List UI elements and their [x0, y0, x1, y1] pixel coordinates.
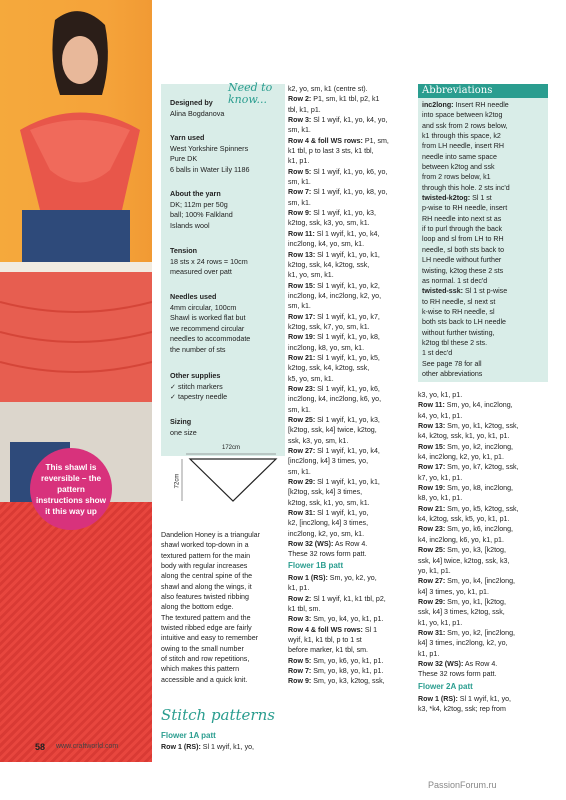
abbr-line: twisted-ssk: Sl 1 st p-wise [422, 287, 508, 296]
supplies-label: Other supplies [170, 371, 221, 380]
tension-line: 18 sts x 24 rows = 10cm [170, 256, 248, 266]
pattern-line: [inc2long, k4] 3 times, yo, [288, 457, 369, 466]
needles-line: Shawl is worked flat but [170, 313, 246, 322]
abbr-line: k2tog tbl these 2 sts. [422, 338, 488, 347]
pattern-line: Row 29: Sm, yo, k1, [k2tog, [418, 597, 506, 606]
about-label: About the yarn [170, 189, 221, 198]
intro-line: also features twisted ribbing [161, 593, 249, 602]
intro-text [161, 530, 260, 685]
abbr-line: through this hole. 2 sts inc'd [422, 183, 510, 192]
pattern-line: [k2tog, ssk, k4] twice, k2tog, [288, 426, 377, 435]
pattern-line: k3, *k4, k2tog, ssk; rep from [418, 705, 506, 714]
footer-url: www.craftworld.com [56, 743, 119, 750]
pattern-line: k5, yo, sm, k1. [288, 374, 334, 383]
abbr-line: twisted-k2tog: Sl 1 st [422, 194, 492, 203]
pattern-line: inc2long, k4, yo, sm, k1. [288, 240, 365, 249]
shawl-photo-column [0, 0, 152, 762]
yarn-info [170, 133, 280, 175]
pattern-column-2 [288, 84, 389, 560]
abbr-line: as normal. 1 st dec'd [422, 276, 488, 285]
pattern-line: Row 5: Sm, yo, k6, yo, k1, p1. [288, 656, 384, 665]
pattern-line: sm, k1. [288, 405, 311, 414]
about-line: DK; 112m per 50g [170, 199, 228, 209]
sizing-info [170, 417, 280, 438]
pattern-line: inc2long, k4, inc2long, k6, yo, [288, 395, 382, 404]
pattern-line: Row 11: Sl 1 wyif, k1, yo, k4, [288, 229, 380, 238]
yarn-line: Pure DK [170, 154, 198, 163]
needles-line: 4mm circular, 100cm [170, 302, 237, 312]
yarn-line: West Yorkshire Spinners [170, 143, 249, 153]
abbr-line: both sts back to LH needle [422, 318, 506, 327]
pattern-line: k2tog, ssk, k7, yo, sm, k1. [288, 322, 370, 331]
abbr-line: from LH needle, insert RH [422, 142, 505, 151]
intro-line: which makes this pattern [161, 665, 240, 674]
pattern-line: k2tog, ssk, k4, k2tog, ssk, [288, 260, 370, 269]
pattern-line: k2tog, ssk, k3, yo, sm, k1. [288, 219, 370, 228]
abbr-line: p-wise to RH needle, insert [422, 204, 508, 213]
pattern-line: sm, k1. [288, 178, 311, 187]
pattern-line: tbl, k1, p1. [288, 105, 321, 114]
abbr-line: other abbreviations [422, 369, 483, 378]
designer-name: Alina Bogdanova [170, 108, 225, 118]
abbr-line: LH needle without further [422, 256, 502, 265]
pattern-line: Row 11: Sm, yo, k4, inc2long, [418, 401, 513, 410]
abbr-line: and ssk from 2 rows below, [422, 121, 508, 130]
abbr-line: needle into same space [422, 152, 497, 161]
pattern-line: Row 1 (RS): Sm, yo, k2, yo, [288, 574, 377, 582]
model-figure [0, 0, 152, 262]
pattern-line: Row 31: Sl 1 wyif, k1, yo, [288, 509, 369, 518]
pattern-line: Row 1 (RS): Sl 1 wyif, k1, yo, [161, 743, 255, 751]
needles-line: needles to accommodate [170, 334, 251, 343]
intro-line: of stitch and row repetitions, [161, 655, 250, 664]
flower-2a-title: Flower 2A patt [418, 682, 473, 691]
model-photo [0, 0, 152, 262]
needles-line: we recommend circular [170, 323, 245, 333]
pattern-line: k7, yo, k1, p1. [418, 473, 463, 482]
watermark: PassionForum.ru [428, 780, 497, 790]
abbr-line: twisting, k2tog these 2 sts [422, 266, 504, 275]
tension-info [170, 246, 280, 278]
abbr-line: into space between k2tog [422, 111, 503, 120]
intro-line: textured pattern for the main [161, 551, 251, 560]
diagram-width-label: 172cm [222, 445, 241, 451]
pattern-line: ssk, k4] 3 times, k2tog, ssk, [418, 608, 505, 617]
supply-line: ✓ tapestry needle [170, 392, 228, 401]
pattern-line: k1, yo, k1, p1. [418, 618, 463, 627]
abbr-line: without further twisting, [422, 328, 495, 337]
pattern-line: Row 32 (WS): As Row 4. [288, 540, 368, 549]
flower-1a-row1 [161, 742, 254, 752]
pattern-line: k3, yo, k1, p1. [418, 391, 463, 399]
pattern-line: k4, k2tog, ssk, k5, yo, k1, p1. [418, 515, 510, 524]
pattern-line: k2, [inc2long, k4] 3 times, [288, 519, 369, 528]
pattern-line: k4, inc2long, k6, yo, k1, p1. [418, 535, 504, 544]
pattern-line: Row 2: Sl 1 wyif, k1, k1 tbl, p2, [288, 594, 386, 603]
reversible-badge: This shawl is reversible – the pattern instructions show it this way up [30, 448, 112, 530]
pattern-line: sm, k1. [288, 126, 311, 135]
intro-line: Dandelion Honey is a triangular [161, 531, 260, 539]
pattern-column-2b [288, 573, 386, 687]
intro-line: along the bottom edge. [161, 603, 234, 612]
pattern-line: k2tog, ssk, k1, yo, sm, k1. [288, 498, 370, 507]
pattern-line: Row 19: Sl 1 wyif, k1, yo, k8, [288, 333, 380, 342]
pattern-line: sm, k1. [288, 302, 311, 311]
supply-line: ✓ stitch markers [170, 381, 223, 391]
pattern-line: yo, k1, p1. [418, 566, 451, 575]
pattern-line: k4, yo, k1, p1. [418, 411, 463, 420]
pattern-line: Row 17: Sl 1 wyif, k1, yo, k7, [288, 312, 380, 321]
pattern-line: inc2long, k2, yo, sm, k1. [288, 529, 365, 538]
pattern-line: k1 tbl, sm. [288, 605, 321, 614]
pattern-line: Row 3: Sm, yo, k4, yo, k1, p1. [288, 615, 384, 624]
about-line: Islands wool [170, 220, 210, 230]
pattern-line: Row 7: Sl 1 wyif, k1, yo, k8, yo, [288, 188, 388, 197]
abbr-line: RH needle into next st as [422, 214, 502, 223]
pattern-line: Row 19: Sm, yo, k8, inc2long, [418, 484, 514, 493]
pattern-line: sm, k1. [288, 198, 311, 207]
yarn-label: Yarn used [170, 133, 205, 142]
pattern-line: Row 21: Sl 1 wyif, k1, yo, k5, [288, 353, 380, 362]
needles-line: the number of sts [170, 344, 226, 354]
pattern-line: k2tog, ssk, k4, k2tog, ssk, [288, 364, 370, 373]
about-yarn-info [170, 189, 280, 231]
pattern-line: Row 27: Sm, yo, k4, [inc2long, [418, 577, 515, 586]
stitch-patterns-title: Stitch patterns [161, 706, 275, 724]
pattern-line: Row 13: Sl 1 wyif, k1, yo, k1, [288, 250, 380, 259]
flower-1a-title: Flower 1A patt [161, 731, 216, 740]
pattern-line: inc2long, k8, yo, sm, k1. [288, 343, 365, 352]
abbr-line: if to purl through the back [422, 225, 503, 234]
intro-line: shawl worked top-down in a [161, 541, 249, 550]
abbr-line: from 2 rows below, k1 [422, 173, 491, 182]
abbr-line: loop and sl from LH to RH [422, 235, 504, 244]
pattern-line: k1, yo, sm, k1. [288, 271, 334, 280]
abbreviations-heading: Abbreviations [418, 84, 548, 98]
pattern-line: Row 17: Sm, yo, k7, k2tog, ssk, [418, 463, 519, 472]
pattern-line: k1, p1. [288, 584, 310, 593]
flower-1b-title: Flower 1B patt [288, 561, 344, 570]
intro-line: intuitive and easy to remember [161, 634, 258, 643]
pattern-column-3b [418, 694, 511, 715]
intro-line: along the central spine of the [161, 572, 253, 581]
intro-line: accessible and a quick knit. [161, 675, 248, 684]
pattern-line: Row 29: Sl 1 wyif, k1, yo, k1, [288, 478, 380, 487]
diagram-height-label: 72cm [174, 473, 181, 489]
pattern-line: k4] 3 times, yo, k1, p1. [418, 587, 489, 596]
texture-closeup-photo [0, 502, 152, 762]
pattern-line: k1 tbl, p to last 3 sts, k1 tbl, [288, 147, 374, 156]
pattern-line: Row 9: Sl 1 wyif, k1, yo, k3, [288, 209, 376, 218]
pattern-line: k4] 3 times, inc2long, k2, yo, [418, 639, 508, 648]
intro-line: shawl and along the wings, it [161, 582, 252, 591]
pattern-line: Row 4 & foll WS rows: Sl 1 [288, 625, 378, 634]
pattern-line: k2, yo, sm, k1 (centre st). [288, 85, 368, 93]
abbr-line: 1 st dec'd [422, 349, 453, 358]
pattern-line: k4, inc2long, k2, yo, k1, p1. [418, 453, 504, 462]
abbr-line: needle, sl both sts back to [422, 245, 505, 254]
pattern-line: Row 23: Sm, yo, k6, inc2long, [418, 525, 514, 534]
pattern-column-3 [418, 390, 519, 680]
pattern-line: Row 15: Sl 1 wyif, k1, yo, k2, [288, 281, 380, 290]
pattern-line: These 32 rows form patt. [418, 670, 497, 679]
pattern-line: ssk, k4] twice, k2tog, ssk, k3, [418, 556, 510, 565]
intro-line: body with regular increases [161, 562, 248, 571]
abbr-line: between k2tog and ssk [422, 163, 495, 172]
pattern-line: wyif, k1, k1 tbl, p to 1 st [288, 636, 362, 645]
pattern-line: Row 25: Sm, yo, k3, [k2tog, [418, 546, 506, 555]
abbr-line: inc2long: Insert RH needle [422, 101, 509, 109]
pattern-line: Row 32 (WS): As Row 4. [418, 659, 498, 668]
pattern-line: Row 1 (RS): Sl 1 wyif, k1, yo, [418, 695, 512, 703]
pattern-line: Row 3: Sl 1 wyif, k1, yo, k4, yo, [288, 116, 388, 125]
pattern-line: Row 25: Sl 1 wyif, k1, yo, k3, [288, 416, 380, 424]
pattern-line: k8, yo, k1, p1. [418, 494, 463, 503]
pattern-line: k1, p1. [418, 649, 440, 658]
page-number: 58 [35, 742, 46, 752]
pattern-line: Row 15: Sm, yo, k2, inc2long, [418, 442, 514, 451]
abbr-line: See page 78 for all [422, 359, 482, 368]
needles-info [170, 292, 280, 355]
pattern-line: sm, k1. [288, 467, 311, 476]
pattern-line: Row 9: Sm, yo, k3, k2tog, ssk, [288, 677, 385, 686]
intro-line: owing to the small number [161, 644, 244, 653]
pattern-line: k4, k2tog, ssk, k1, yo, k1, p1. [418, 432, 510, 441]
tension-label: Tension [170, 246, 198, 255]
abbreviations-list [422, 100, 510, 379]
pattern-line: [k2tog, ssk, k4] 3 times, [288, 488, 363, 497]
supplies-info [170, 371, 280, 403]
intro-line: The textured pattern and the [161, 613, 251, 622]
pattern-line: Row 2: P1, sm, k1 tbl, p2, k1 [288, 95, 380, 104]
shawl-size-diagram [172, 444, 282, 506]
abbr-line: k-wise to RH needle, sl [422, 307, 495, 316]
pattern-line: Row 21: Sm, yo, k5, k2tog, ssk, [418, 504, 519, 513]
intro-line: twisted ribbed edge are fairly [161, 624, 252, 633]
pattern-line: These 32 rows form patt. [288, 550, 367, 559]
sizing-value: one size [170, 427, 197, 437]
pattern-line: Row 13: Sm, yo, k1, k2tog, ssk, [418, 422, 519, 431]
pattern-line: k1, p1. [288, 157, 310, 166]
sizing-label: Sizing [170, 417, 192, 426]
abbr-line: to RH needle, sl next st [422, 297, 496, 306]
designer-info [170, 98, 280, 119]
pattern-line: Row 23: Sl 1 wyif, k1, yo, k6, [288, 384, 380, 393]
pattern-line: Row 27: Sl 1 wyif, k1, yo, k4, [288, 447, 380, 456]
about-line: ball; 100% Falkland [170, 210, 233, 219]
tension-line: measured over patt [170, 267, 232, 276]
pattern-line: Row 31: Sm, yo, k2, [inc2long, [418, 628, 515, 637]
needles-label: Needles used [170, 292, 217, 301]
need-to-know-heading: Need to know... [228, 81, 273, 106]
pattern-line: ssk, k3, yo, sm, k1. [288, 436, 349, 445]
pattern-line: Row 4 & foll WS rows: P1, sm, [288, 136, 389, 145]
pattern-line: before marker, k1 tbl, sm. [288, 646, 369, 655]
pattern-line: Row 5: Sl 1 wyif, k1, yo, k6, yo, [288, 167, 388, 176]
designed-by-label: Designed by [170, 98, 213, 107]
yarn-line: 6 balls in Water Lily 1186 [170, 164, 250, 174]
pattern-line: inc2long, k4, inc2long, k2, yo, [288, 291, 382, 300]
pattern-line: Row 7: Sm, yo, k8, yo, k1, p1. [288, 667, 384, 676]
abbr-line: k1 through this space, k2 [422, 132, 501, 141]
